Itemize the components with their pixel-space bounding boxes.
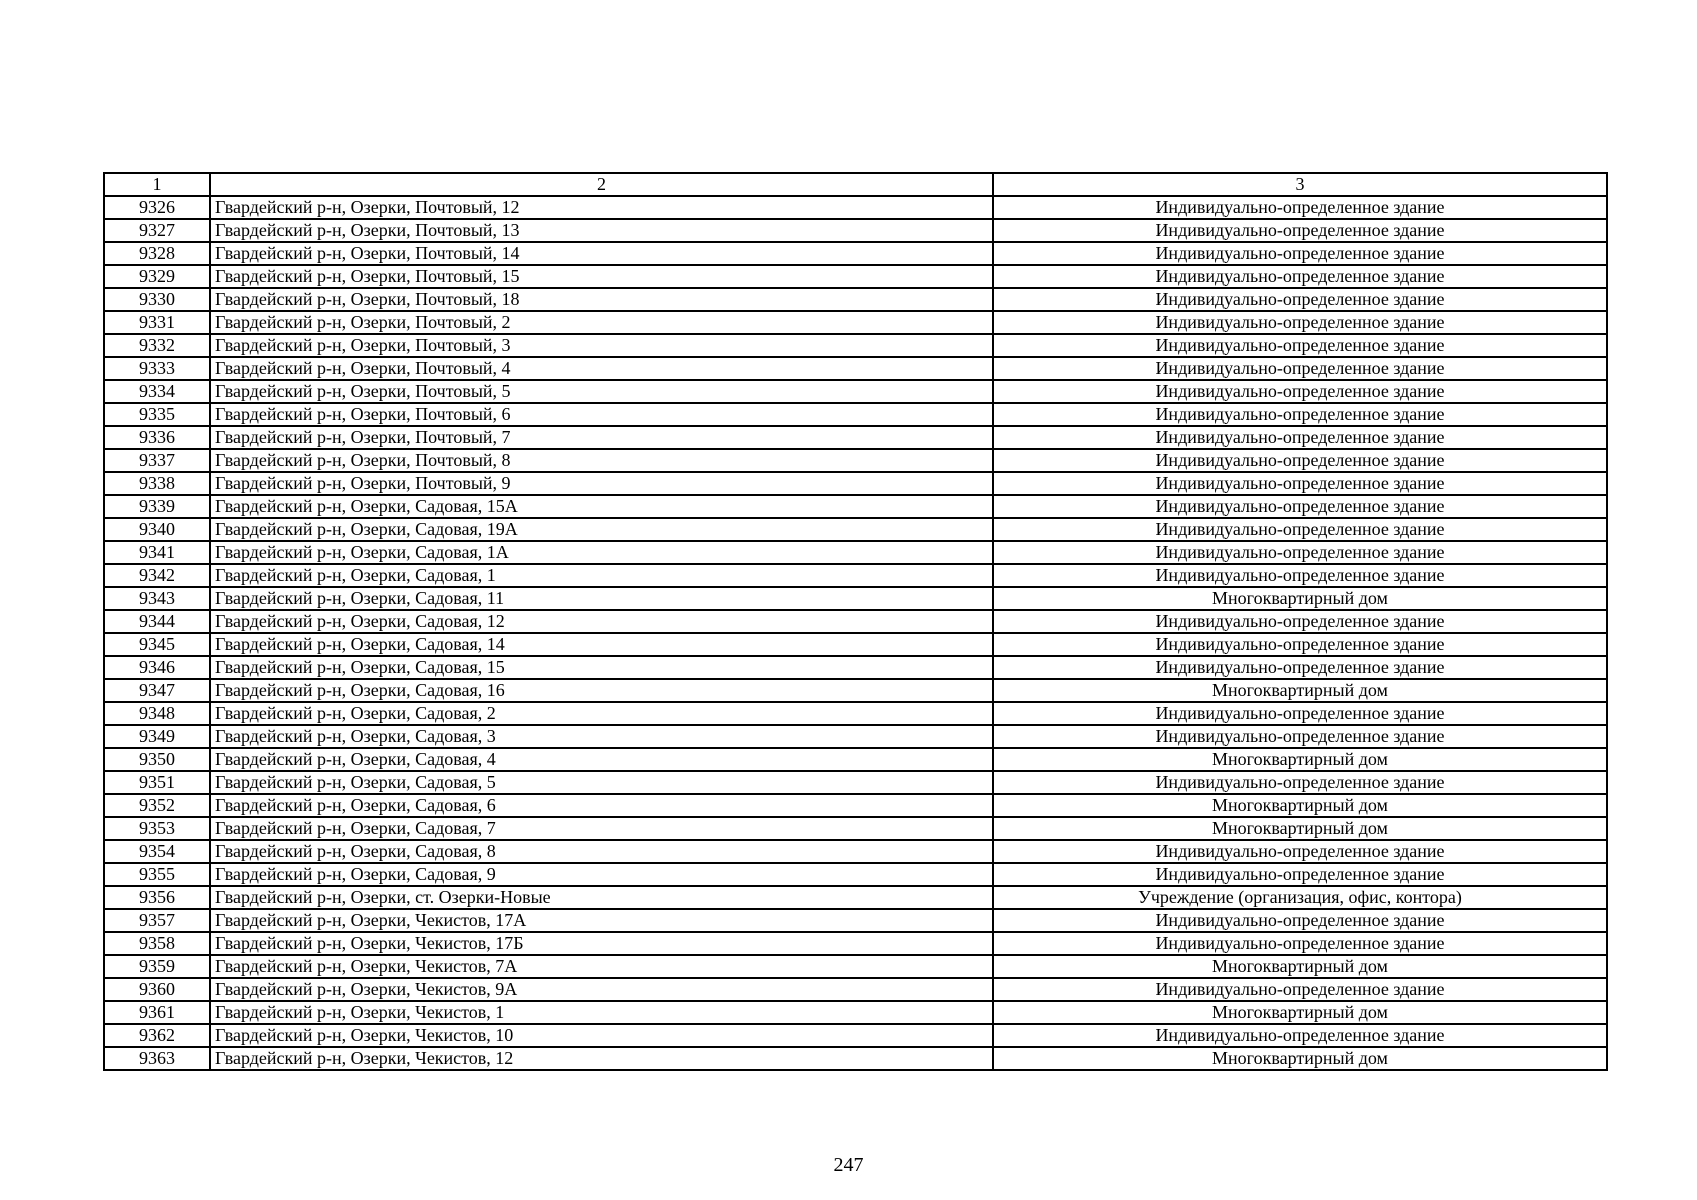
object-type-cell: Индивидуально-определенное здание [993, 196, 1607, 219]
address-cell: Гвардейский р-н, Озерки, Садовая, 5 [210, 771, 993, 794]
table-row [104, 909, 1607, 932]
table-row [104, 748, 1607, 771]
address-cell: Гвардейский р-н, Озерки, Почтовый, 2 [210, 311, 993, 334]
table-row [104, 978, 1607, 1001]
address-cell: Гвардейский р-н, Озерки, Почтовый, 13 [210, 219, 993, 242]
row-number-cell: 9351 [104, 771, 210, 794]
address-cell: Гвардейский р-н, Озерки, Почтовый, 9 [210, 472, 993, 495]
table-row [104, 311, 1607, 334]
object-type-cell: Индивидуально-определенное здание [993, 403, 1607, 426]
row-number-cell: 9345 [104, 633, 210, 656]
row-number-cell: 9329 [104, 265, 210, 288]
object-type-cell: Индивидуально-определенное здание [993, 311, 1607, 334]
address-cell: Гвардейский р-н, Озерки, Почтовый, 4 [210, 357, 993, 380]
object-type-cell: Индивидуально-определенное здание [993, 472, 1607, 495]
object-type-cell: Многоквартирный дом [993, 748, 1607, 771]
row-number-cell: 9332 [104, 334, 210, 357]
object-type-cell: Индивидуально-определенное здание [993, 426, 1607, 449]
object-type-cell: Индивидуально-определенное здание [993, 334, 1607, 357]
address-cell: Гвардейский р-н, Озерки, Чекистов, 1 [210, 1001, 993, 1024]
address-cell: Гвардейский р-н, Озерки, Садовая, 15А [210, 495, 993, 518]
row-number-cell: 9354 [104, 840, 210, 863]
address-cell: Гвардейский р-н, Озерки, Почтовый, 15 [210, 265, 993, 288]
row-number-cell: 9352 [104, 794, 210, 817]
address-cell: Гвардейский р-н, Озерки, Садовая, 9 [210, 863, 993, 886]
header-col-3: 3 [993, 173, 1607, 196]
header-col-2: 2 [210, 173, 993, 196]
table-row [104, 771, 1607, 794]
table-row [104, 1001, 1607, 1024]
row-number-cell: 9358 [104, 932, 210, 955]
row-number-cell: 9353 [104, 817, 210, 840]
address-cell: Гвардейский р-н, Озерки, Почтовый, 5 [210, 380, 993, 403]
object-type-cell: Индивидуально-определенное здание [993, 702, 1607, 725]
address-cell: Гвардейский р-н, Озерки, Садовая, 11 [210, 587, 993, 610]
object-type-cell: Индивидуально-определенное здание [993, 1024, 1607, 1047]
address-cell: Гвардейский р-н, Озерки, Почтовый, 18 [210, 288, 993, 311]
table-row [104, 265, 1607, 288]
address-cell: Гвардейский р-н, Озерки, Почтовый, 3 [210, 334, 993, 357]
address-cell: Гвардейский р-н, Озерки, Садовая, 12 [210, 610, 993, 633]
table-row [104, 518, 1607, 541]
header-col-1: 1 [104, 173, 210, 196]
address-cell: Гвардейский р-н, Озерки, Почтовый, 14 [210, 242, 993, 265]
object-type-cell: Индивидуально-определенное здание [993, 978, 1607, 1001]
row-number-cell: 9349 [104, 725, 210, 748]
object-type-cell: Индивидуально-определенное здание [993, 242, 1607, 265]
address-cell: Гвардейский р-н, Озерки, Садовая, 15 [210, 656, 993, 679]
address-cell: Гвардейский р-н, Озерки, Садовая, 6 [210, 794, 993, 817]
table-row [104, 219, 1607, 242]
object-type-cell: Многоквартирный дом [993, 1047, 1607, 1070]
address-cell: Гвардейский р-н, Озерки, Чекистов, 10 [210, 1024, 993, 1047]
table-row [104, 495, 1607, 518]
row-number-cell: 9363 [104, 1047, 210, 1070]
row-number-cell: 9361 [104, 1001, 210, 1024]
table-row [104, 633, 1607, 656]
row-number-cell: 9331 [104, 311, 210, 334]
object-type-cell: Учреждение (организация, офис, контора) [993, 886, 1607, 909]
address-cell: Гвардейский р-н, Озерки, Почтовый, 8 [210, 449, 993, 472]
row-number-cell: 9343 [104, 587, 210, 610]
registry-table-body [104, 173, 1607, 1070]
registry-table [103, 172, 1608, 1071]
row-number-cell: 9344 [104, 610, 210, 633]
row-number-cell: 9339 [104, 495, 210, 518]
object-type-cell: Индивидуально-определенное здание [993, 840, 1607, 863]
object-type-cell: Индивидуально-определенное здание [993, 932, 1607, 955]
table-row [104, 449, 1607, 472]
row-number-cell: 9359 [104, 955, 210, 978]
table-row [104, 656, 1607, 679]
object-type-cell: Индивидуально-определенное здание [993, 541, 1607, 564]
address-cell: Гвардейский р-н, Озерки, Почтовый, 6 [210, 403, 993, 426]
table-row [104, 196, 1607, 219]
row-number-cell: 9350 [104, 748, 210, 771]
table-row [104, 886, 1607, 909]
table-row [104, 863, 1607, 886]
row-number-cell: 9335 [104, 403, 210, 426]
row-number-cell: 9333 [104, 357, 210, 380]
row-number-cell: 9326 [104, 196, 210, 219]
table-row [104, 794, 1607, 817]
object-type-cell: Индивидуально-определенное здание [993, 610, 1607, 633]
object-type-cell: Многоквартирный дом [993, 679, 1607, 702]
row-number-cell: 9337 [104, 449, 210, 472]
object-type-cell: Многоквартирный дом [993, 794, 1607, 817]
address-cell: Гвардейский р-н, Озерки, Садовая, 1 [210, 564, 993, 587]
row-number-cell: 9338 [104, 472, 210, 495]
table-row [104, 334, 1607, 357]
table-row [104, 1024, 1607, 1047]
row-number-cell: 9362 [104, 1024, 210, 1047]
object-type-cell: Индивидуально-определенное здание [993, 219, 1607, 242]
table-row [104, 610, 1607, 633]
table-row [104, 1047, 1607, 1070]
object-type-cell: Многоквартирный дом [993, 817, 1607, 840]
address-cell: Гвардейский р-н, Озерки, ст. Озерки-Новые [210, 886, 993, 909]
row-number-cell: 9360 [104, 978, 210, 1001]
row-number-cell: 9341 [104, 541, 210, 564]
address-cell: Гвардейский р-н, Озерки, Садовая, 16 [210, 679, 993, 702]
address-cell: Гвардейский р-н, Озерки, Почтовый, 7 [210, 426, 993, 449]
row-number-cell: 9357 [104, 909, 210, 932]
row-number-cell: 9346 [104, 656, 210, 679]
object-type-cell: Индивидуально-определенное здание [993, 380, 1607, 403]
object-type-cell: Многоквартирный дом [993, 1001, 1607, 1024]
address-cell: Гвардейский р-н, Озерки, Почтовый, 12 [210, 196, 993, 219]
row-number-cell: 9330 [104, 288, 210, 311]
table-row [104, 932, 1607, 955]
address-cell: Гвардейский р-н, Озерки, Садовая, 3 [210, 725, 993, 748]
row-number-cell: 9336 [104, 426, 210, 449]
table-row [104, 587, 1607, 610]
object-type-cell: Индивидуально-определенное здание [993, 771, 1607, 794]
address-cell: Гвардейский р-н, Озерки, Садовая, 8 [210, 840, 993, 863]
address-cell: Гвардейский р-н, Озерки, Садовая, 7 [210, 817, 993, 840]
table-row [104, 472, 1607, 495]
address-cell: Гвардейский р-н, Озерки, Садовая, 1А [210, 541, 993, 564]
table-header-row [104, 173, 1607, 196]
object-type-cell: Индивидуально-определенное здание [993, 357, 1607, 380]
object-type-cell: Индивидуально-определенное здание [993, 288, 1607, 311]
table-row [104, 725, 1607, 748]
object-type-cell: Многоквартирный дом [993, 587, 1607, 610]
object-type-cell: Индивидуально-определенное здание [993, 725, 1607, 748]
row-number-cell: 9356 [104, 886, 210, 909]
object-type-cell: Индивидуально-определенное здание [993, 265, 1607, 288]
object-type-cell: Индивидуально-определенное здание [993, 656, 1607, 679]
table-row [104, 817, 1607, 840]
address-cell: Гвардейский р-н, Озерки, Садовая, 14 [210, 633, 993, 656]
table-row [104, 564, 1607, 587]
object-type-cell: Индивидуально-определенное здание [993, 495, 1607, 518]
row-number-cell: 9342 [104, 564, 210, 587]
row-number-cell: 9340 [104, 518, 210, 541]
table-row [104, 426, 1607, 449]
address-cell: Гвардейский р-н, Озерки, Чекистов, 17А [210, 909, 993, 932]
table-row [104, 380, 1607, 403]
table-row [104, 357, 1607, 380]
object-type-cell: Индивидуально-определенное здание [993, 449, 1607, 472]
table-row [104, 955, 1607, 978]
address-cell: Гвардейский р-н, Озерки, Садовая, 4 [210, 748, 993, 771]
address-cell: Гвардейский р-н, Озерки, Чекистов, 17Б [210, 932, 993, 955]
address-cell: Гвардейский р-н, Озерки, Чекистов, 12 [210, 1047, 993, 1070]
object-type-cell: Индивидуально-определенное здание [993, 863, 1607, 886]
row-number-cell: 9347 [104, 679, 210, 702]
row-number-cell: 9355 [104, 863, 210, 886]
row-number-cell: 9327 [104, 219, 210, 242]
table-row [104, 702, 1607, 725]
row-number-cell: 9348 [104, 702, 210, 725]
table-row [104, 679, 1607, 702]
table-row [104, 541, 1607, 564]
table-row [104, 840, 1607, 863]
address-cell: Гвардейский р-н, Озерки, Чекистов, 7А [210, 955, 993, 978]
address-cell: Гвардейский р-н, Озерки, Чекистов, 9А [210, 978, 993, 1001]
table-row [104, 403, 1607, 426]
table-row [104, 288, 1607, 311]
page-number: 247 [833, 1154, 864, 1176]
table-row [104, 242, 1607, 265]
object-type-cell: Многоквартирный дом [993, 955, 1607, 978]
address-cell: Гвардейский р-н, Озерки, Садовая, 2 [210, 702, 993, 725]
object-type-cell: Индивидуально-определенное здание [993, 633, 1607, 656]
object-type-cell: Индивидуально-определенное здание [993, 564, 1607, 587]
row-number-cell: 9328 [104, 242, 210, 265]
row-number-cell: 9334 [104, 380, 210, 403]
address-cell: Гвардейский р-н, Озерки, Садовая, 19А [210, 518, 993, 541]
object-type-cell: Индивидуально-определенное здание [993, 518, 1607, 541]
object-type-cell: Индивидуально-определенное здание [993, 909, 1607, 932]
